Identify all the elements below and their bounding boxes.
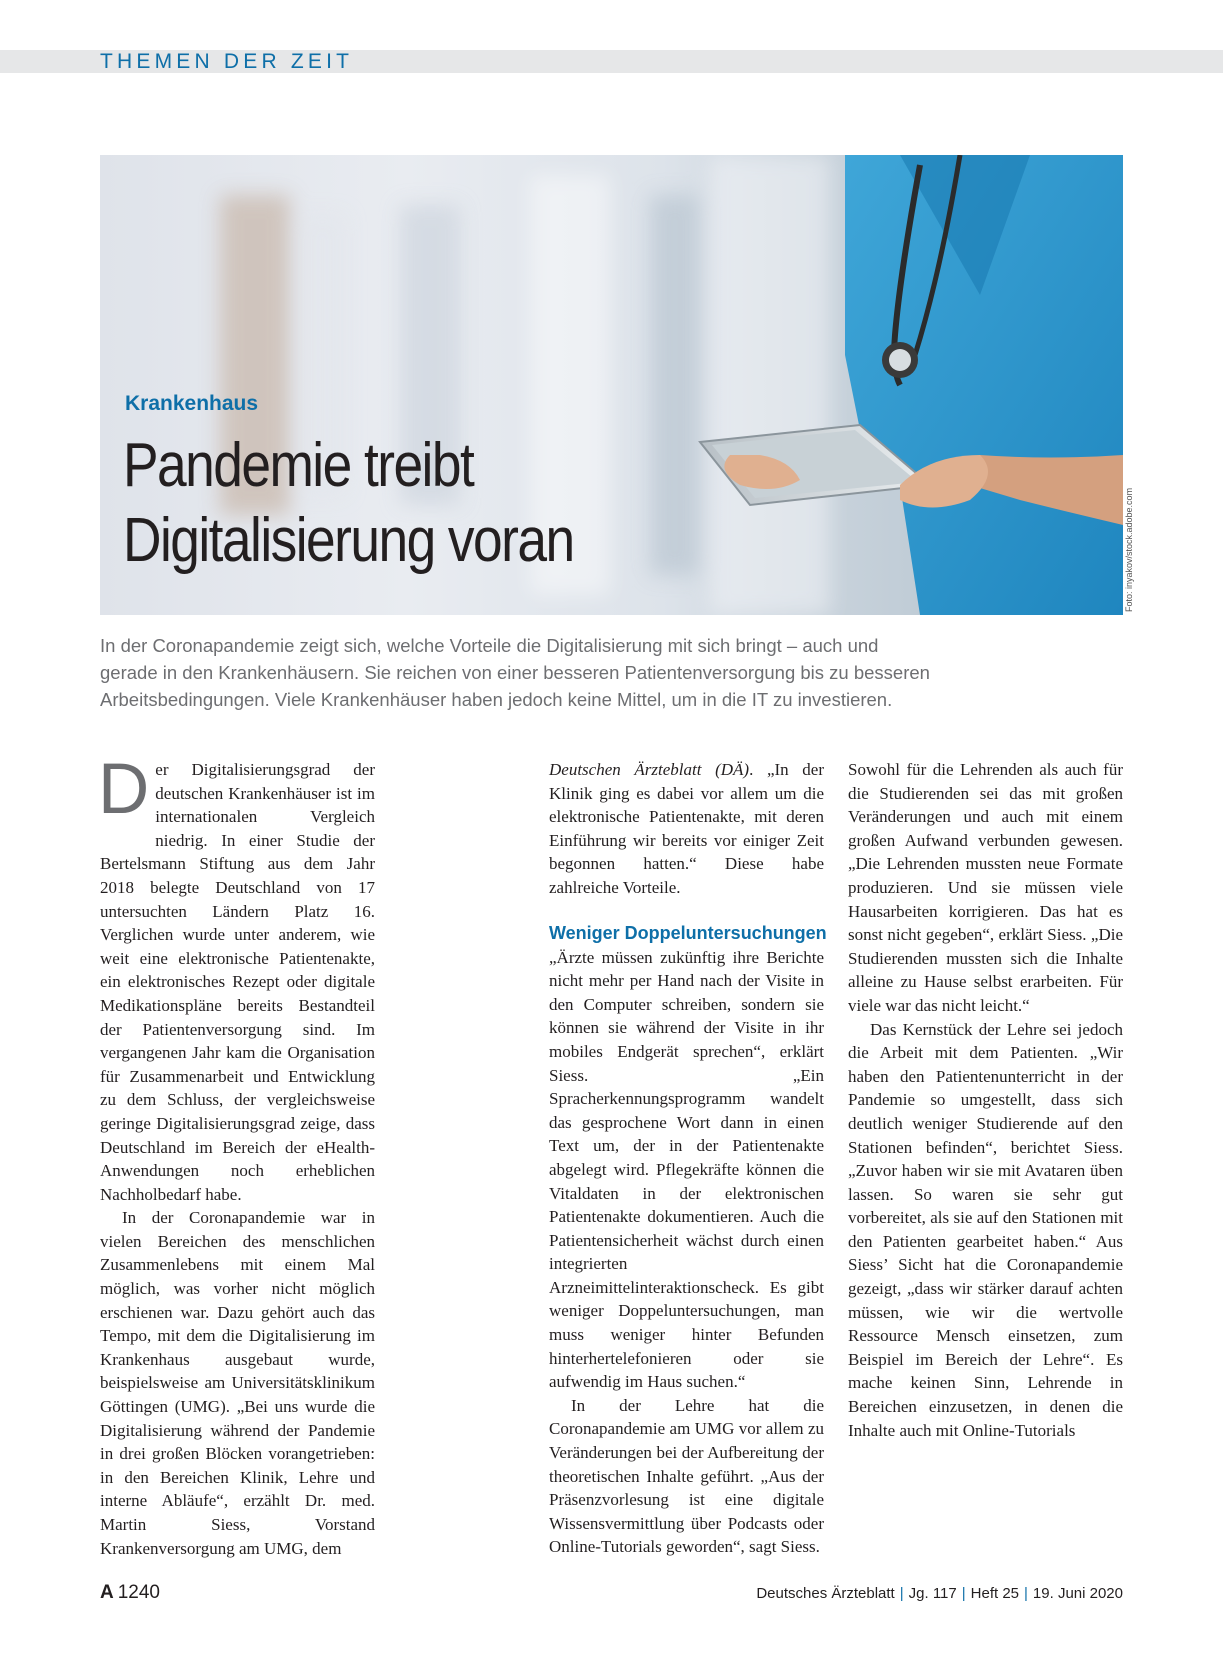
dropcap: D: [98, 750, 150, 829]
journal-volume: Jg. 117: [908, 1585, 957, 1602]
text-column-2: [549, 758, 827, 1559]
article-kicker: Krankenhaus: [125, 392, 259, 415]
paragraph-2-continued: Deutschen Ärzteblatt (DÄ). „In der Klinik ging es dabei vor allem um die elektronische Patientenakte, mit deren Einführung wir bereits vor einiger Zeit begonnen hatten.“ Diese habe zahlreiche Vorteile.: [549, 760, 824, 897]
paragraph-1-text: er Digitalisierungsgrad der deutschen Krankenhäuser ist im internationalen Vergleich niedrig. In einer Studie der Bertelsmann Stiftung aus dem Jahr 2018 belegte Deutschland von 17 untersuchten Ländern Platz 16. Verglichen wurde unter anderem, wie weit eine elektronische Patientenakte, ein elektronisches Rezept oder digitale Medikationspläne bereits Bestandteil der Patientenversorgung sind. Im vergangenen Jahr kam die Organisation für Zusammenarbeit und Entwicklung zu dem Schluss, der vergleichsweise geringe Digitalisierungsgrad zeige, dass Deutschland im Bereich der eHealth-Anwendungen noch erheblichen Nachholbedarf habe.: [100, 760, 375, 1204]
paragraph-1: [98, 750, 375, 1206]
article-lead: [100, 632, 1000, 713]
article-title: [123, 428, 574, 578]
paragraph-3: „Ärzte müssen zukünftig ihre Berichte nicht mehr per Hand nach der Visite in den Computer schreiben, sondern sie können sie während der Visite in ihr mobiles Endgerät sprechen“, erklärt Siess. „Ein Spracherkennungsprogramm wandelt das gesprochene Wort dann in einen Text um, der in der Patientenakte abgelegt wird. Pflegekräfte können die Vitaldaten in der elektronischen Patientenakte dokumentieren. Auch die Patientensicherheit wächst durch einen integrierten Arzneimittelinteraktionscheck. Es gibt weniger Doppeluntersuchungen, man muss weniger hinter Befunden hinterhertelefonieren oder sie aufwendig im Haus suchen.“: [549, 947, 824, 1392]
text-column-3: [848, 758, 1123, 1442]
photo-credit: Foto: inyakov/stock.adobe.com: [1124, 487, 1134, 612]
title-line-1: Pandemie treibt: [123, 431, 474, 500]
lead-line-3: Arbeitsbedingungen. Viele Krankenhäuser haben jedoch keine Mittel, um in die IT zu investieren.: [100, 689, 893, 710]
lead-line-1: In der Coronapandemie zeigt sich, welche Vorteile die Digitalisierung mit sich bringt – auch und: [100, 635, 879, 656]
journal-issue: Heft 25: [970, 1585, 1020, 1602]
section-label: THEMEN DER ZEIT: [100, 50, 354, 73]
paragraph-5: Das Kernstück der Lehre sei jedoch die Arbeit mit dem Patienten. „Wir haben den Patientenunterricht in der Pandemie so umgestellt, dass sich deutlich weniger Studierende auf den Stationen befinden“, berichtet Siess. „Zuvor haben wir sie mit Avataren üben lassen. So waren sie sehr gut vorbereitet, als sie auf den Stationen mit den Patienten gearbeitet haben.“ Aus Siess’ Sicht hat die Coronapandemie gezeigt, „dass wir stärker darauf achten müssen, wie wir die wertvolle Ressource Mensch einsetzen, zum Beispiel im Bereich der Lehre“. Es mache keinen Sinn, Lehrende in Bereichen einzusetzen, in denen die Inhalte auch mit Online-Tutorials: [848, 1019, 1123, 1440]
title-line-2: Digitalisierung voran: [123, 506, 574, 575]
page-number: [100, 1582, 160, 1604]
journal-date: 19. Juni 2020: [1032, 1585, 1123, 1602]
paragraph-4: In der Lehre hat die Coronapandemie am UMG vor allem zu Veränderungen bei der Aufbereitung der theoretischen Inhalte geführt. „Aus der Präsenzvorlesung ist eine digitale Wissensvermittlung über Podcasts oder Online-Tutorials geworden“, sagt Siess.: [549, 1395, 824, 1557]
lead-line-2: gerade in den Krankenhäusern. Sie reichen von einer besseren Patientenversorgung bis zu besseren: [100, 662, 930, 683]
page-prefix: A: [100, 1582, 114, 1603]
paragraph-2-text: In der Coronapandemie war in vielen Bereichen des menschlichen Zusammenlebens mit einem Mal möglich, was vorher nicht möglich erschienen war. Dazu gehört auch das Tempo, mit dem die Digitalisierung im Krankenhaus ausgebaut wurde, beispielsweise am Universitätsklinikum Göttingen (UMG). „Bei uns wurde die Digitalisierung während der Pandemie in drei großen Blöcken vorangetrieben: in den Bereichen Klinik, Lehre und interne Abläufe“, erzählt Dr. med. Martin Siess, Vorstand Krankenversorgung am UMG, dem: [100, 1208, 375, 1558]
subheading: Weniger Doppeluntersuchungen: [549, 922, 827, 943]
paragraph-2: [100, 1206, 375, 1560]
footer-meta: Deutsches Ärzteblatt | Jg. 117 | Heft 25 | 19. Juni 2020: [756, 1585, 1123, 1602]
text-column-1: [98, 750, 375, 1560]
journal-name: Deutsches Ärzteblatt: [756, 1585, 895, 1602]
paragraph-4-continued: Sowohl für die Lehrenden als auch für die Studierenden sei das mit großen Veränderungen und auch mit einem großen Aufwand verbunden gewesen. „Die Lehrenden mussten neue Formate produzieren. Und sie müssen viele Hausarbeiten korrigieren. Das hat es sonst nicht gegeben“, erklärt Siess. „Die Studierenden mussten sich die Inhalte alleine zu Hause selbst erarbeiten. Für viele war das nicht leicht.“: [848, 760, 1123, 1015]
page-number-value: 1240: [117, 1582, 161, 1603]
